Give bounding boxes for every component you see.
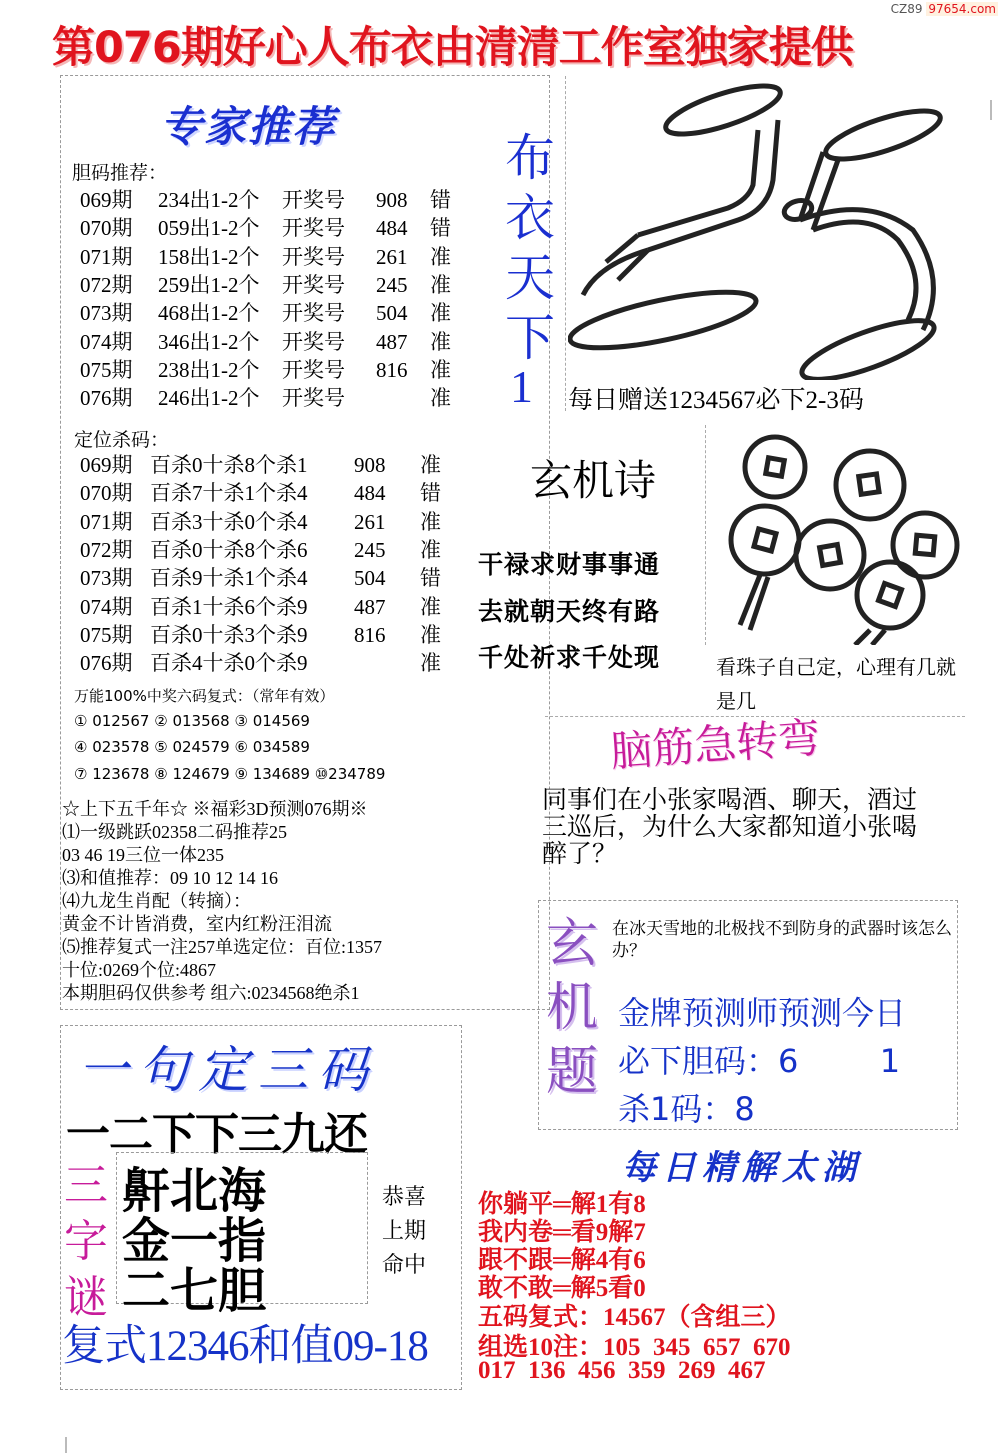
kill-result: 准: [420, 594, 441, 619]
dan-row: [80, 299, 480, 327]
dan-result: 准: [430, 272, 451, 297]
dan-pick: 246出1-2个: [158, 386, 260, 411]
brain-teaser-text: 同事们在小张家喝酒、聊天，酒过三巡后，为什么大家都知道小张喝醉了？: [542, 785, 918, 868]
kill-period: 076期: [80, 651, 133, 676]
poem-line: 干禄求财事事通: [478, 550, 661, 579]
expert-title: 专家推荐: [160, 102, 337, 151]
kill-result: 准: [420, 509, 441, 534]
kill-kill: 百杀1十杀6个杀9: [150, 594, 308, 619]
gold-forecast-line: 必下胆码：6 1: [618, 1042, 901, 1080]
dan-result: 准: [430, 301, 451, 326]
kill-row: [80, 536, 480, 564]
dan-draw: 245: [376, 272, 408, 297]
dan-result: 错: [430, 188, 451, 212]
page-title: 第076期好心人布衣由清清工作室独家提供: [52, 23, 853, 73]
dan-result: 准: [430, 244, 451, 269]
dan-draw-label: 开奖号: [282, 301, 345, 326]
dan-draw: 504: [376, 301, 408, 326]
congrats-line: 恭喜: [382, 1185, 427, 1210]
combo-line: ⑦ 123678 ⑧ 124679 ⑨ 134689 ⑩234789: [74, 765, 386, 783]
dan-result: 错: [430, 216, 451, 241]
dan-row: [80, 271, 480, 299]
note-line: ⑶和值推荐：09 10 12 14 16: [62, 868, 278, 888]
kill-period: 071期: [80, 509, 133, 534]
kill-draw: 908: [354, 453, 386, 477]
dan-result: 准: [430, 386, 451, 411]
dan-pick: 346出1-2个: [158, 329, 260, 354]
taihu-line: 017 136 456 359 269 467: [478, 1357, 766, 1384]
kill-draw: 816: [354, 622, 386, 647]
notes-block: [62, 798, 382, 1005]
note-line: 十位:0269个位:4867: [62, 960, 217, 980]
kill-row: [80, 564, 480, 592]
kill-kill: 百杀3十杀0个杀4: [150, 509, 308, 534]
kill-kill: 百杀9十杀1个杀4: [150, 566, 308, 591]
kill-period: 075期: [80, 622, 133, 647]
digit-2-drawing: [568, 80, 785, 359]
dan-result: 准: [430, 329, 451, 354]
edge-mark: [65, 1437, 67, 1453]
combo-line: ④ 023578 ⑤ 024579 ⑥ 034589: [74, 738, 310, 756]
dan-period: 076期: [80, 386, 133, 411]
kill-result: 错: [420, 566, 441, 591]
coins-illustration: [720, 425, 960, 645]
note-line: 03 46 19三位一体235: [62, 845, 224, 865]
taihu-line: 你躺平═解1有8: [478, 1191, 646, 1218]
dan-pick: 238出1-2个: [158, 357, 260, 382]
kill-row: [80, 649, 480, 677]
dan-result: 准: [430, 357, 451, 382]
dan-draw-label: 开奖号: [282, 386, 345, 411]
xuanji-title: 玄机题: [545, 914, 598, 1102]
dan-period: 071期: [80, 244, 133, 269]
dan-draw-label: 开奖号: [282, 188, 345, 212]
congrats-line: 命中: [382, 1253, 427, 1278]
dan-draw: 908: [376, 188, 408, 212]
taihu-line: 五码复式：14567（含组三）: [478, 1304, 791, 1331]
kill-kill: 百杀4十杀0个杀9: [150, 651, 308, 676]
kill-result: 准: [420, 537, 441, 562]
kill-row: [80, 479, 480, 507]
watermark-code: CZ89: [890, 2, 923, 16]
note-line: 本期胆码仅供参考 组六:0234568绝杀1: [62, 983, 360, 1003]
kill-row: [80, 451, 480, 479]
coins-note: 看珠子自己定，心理有几就是几: [716, 655, 956, 713]
dan-draw: 261: [376, 244, 408, 269]
kill-section-label: 定位杀码：: [74, 429, 170, 451]
sanzi-line: 二七胆: [122, 1263, 267, 1319]
sanzi-label: 三字谜: [64, 1160, 108, 1323]
sanzi-line: 鼾北海: [122, 1163, 267, 1219]
dan-period: 069期: [80, 188, 133, 212]
watermark-site: 97654.com: [928, 2, 996, 16]
kill-kill: 百杀0十杀3个杀9: [150, 622, 308, 647]
xuanji-question: 在冰天雪地的北极找不到防身的武器时该怎么办？: [612, 919, 952, 960]
dan-draw: 487: [376, 329, 408, 354]
dan-period: 075期: [80, 357, 133, 382]
dan-pick: 468出1-2个: [158, 301, 260, 326]
kill-row: [80, 593, 480, 621]
dan-draw-label: 开奖号: [282, 357, 345, 382]
kill-result: 错: [420, 481, 441, 506]
dan-draw: 816: [376, 357, 408, 382]
digit-5-drawing: [782, 101, 945, 380]
kill-draw: 245: [354, 537, 386, 562]
dan-row: [80, 328, 480, 356]
dan-pick: 158出1-2个: [158, 244, 260, 269]
kill-kill: 百杀7十杀1个杀4: [150, 481, 308, 506]
dan-draw-label: 开奖号: [282, 272, 345, 297]
kill-period: 074期: [80, 594, 133, 619]
taihu-line: 我内卷═看9解7: [478, 1219, 646, 1246]
dan-section-label: 胆码推荐：: [72, 162, 168, 184]
note-line: ⑸推荐复式一注257单选定位：百位:1357: [62, 937, 382, 957]
watermark: [891, 2, 998, 16]
note-line: 黄金不计皆消费，室内红粉汪泪流: [62, 914, 332, 934]
sanma-phrase: 一二下下三九还: [66, 1109, 367, 1160]
kill-row: [80, 621, 480, 649]
dan-draw: 484: [376, 216, 408, 241]
dan-row: [80, 214, 480, 242]
kill-draw: 484: [354, 481, 386, 506]
kill-period: 073期: [80, 566, 133, 591]
kill-draw: 487: [354, 594, 386, 619]
dan-pick: 059出1-2个: [158, 216, 260, 241]
sanzi-line: 金一指: [122, 1213, 267, 1269]
note-line: ☆上下五千年☆ ※福彩3D预测076期※: [62, 799, 368, 819]
kill-row: [80, 508, 480, 536]
fushi-line: 复式12346和值09-18: [62, 1323, 428, 1370]
dan-pick: 259出1-2个: [158, 272, 260, 297]
taihu-title: 每日精解太湖: [622, 1148, 862, 1188]
buyi-title: 布衣天下: [505, 129, 555, 367]
dan-pick: 234出1-2个: [158, 188, 260, 212]
note-line: ⑷九龙生肖配（转摘）：: [62, 891, 251, 911]
dan-period: 073期: [80, 301, 133, 326]
dan-row: [80, 384, 480, 412]
brain-teaser-title: 脑筋急转弯: [608, 712, 822, 777]
note-line: ⑴一级跳跃02358二码推荐25: [62, 822, 287, 842]
poem-line: 去就朝天终有路: [478, 597, 661, 626]
kill-kill: 百杀0十杀8个杀6: [150, 537, 308, 562]
buyi-number: 1: [510, 361, 533, 412]
kill-period: 070期: [80, 481, 133, 506]
taihu-line: 组选10注：105 345 657 670: [478, 1334, 791, 1361]
sanma-title: 一句定三码: [78, 1041, 378, 1099]
dan-draw-label: 开奖号: [282, 329, 345, 354]
poem-line: 千处祈求千处现: [478, 643, 661, 672]
taihu-line: 跟不跟═解4有6: [478, 1247, 646, 1274]
dan-period: 072期: [80, 272, 133, 297]
poem-title: 玄机诗: [530, 456, 657, 505]
combo-line: ① 012567 ② 013568 ③ 014569: [74, 712, 310, 730]
dan-row: [80, 356, 480, 384]
dan-draw-label: 开奖号: [282, 244, 345, 269]
dan-row: [80, 243, 480, 271]
daily-gift-text: 每日赠送1234567必下2-3码: [568, 387, 864, 414]
kill-draw: 504: [354, 566, 386, 591]
edge-mark: [990, 100, 992, 120]
kill-result: 准: [420, 622, 441, 647]
kill-result: 准: [420, 651, 441, 676]
congrats-line: 上期: [382, 1219, 427, 1244]
gold-forecast-line: 金牌预测师预测今日: [618, 994, 907, 1032]
gold-forecast-line: 杀1码：8: [618, 1090, 755, 1128]
dan-period: 070期: [80, 216, 133, 241]
dan-row: [80, 186, 480, 214]
kill-result: 准: [420, 453, 441, 477]
kill-period: 069期: [80, 453, 133, 477]
kill-kill: 百杀0十杀8个杀1: [150, 453, 308, 477]
dan-period: 074期: [80, 329, 133, 354]
kill-period: 072期: [80, 537, 133, 562]
kill-draw: 261: [354, 509, 386, 534]
dan-draw-label: 开奖号: [282, 216, 345, 241]
taihu-line: 敢不敢═解5看0: [478, 1275, 646, 1302]
combo-label: 万能100%中奖六码复式：（常年有效）: [74, 687, 335, 705]
number-25-illustration: [568, 80, 958, 380]
